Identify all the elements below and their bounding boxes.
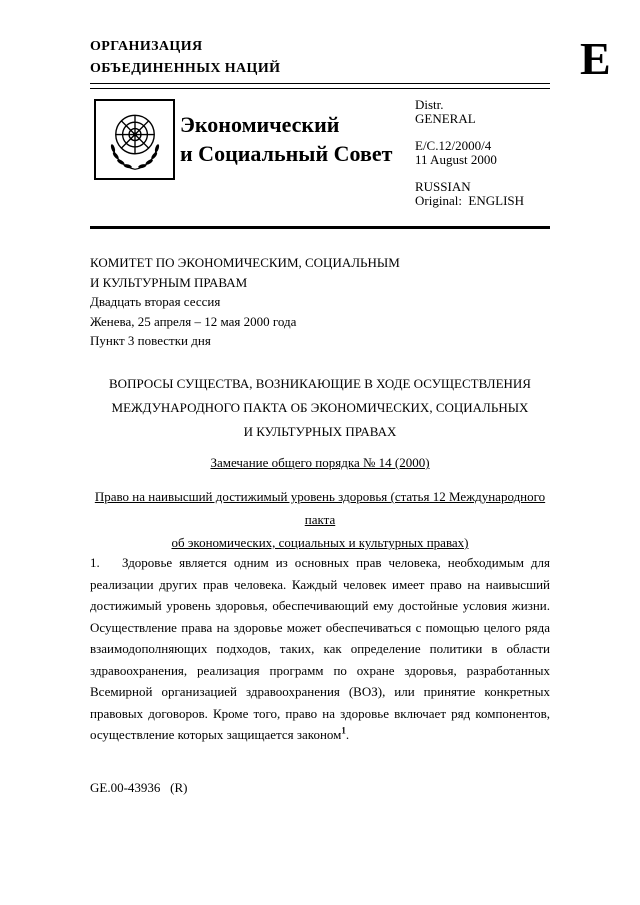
header-divider-2 bbox=[90, 88, 550, 89]
paragraph-number: 1. bbox=[90, 555, 100, 570]
doc-symbol: E/C.12/2000/4 bbox=[415, 138, 492, 153]
document-series-letter: E bbox=[580, 33, 611, 84]
footnote-ref-1: 1 bbox=[341, 725, 346, 736]
session-location: Женева, 25 апреля – 12 мая 2000 года bbox=[90, 313, 297, 329]
document-reference: GE.00-43936 (R) bbox=[90, 780, 188, 795]
header-divider-1 bbox=[90, 83, 550, 84]
council-title-line2: и Социальный Совет bbox=[180, 141, 393, 166]
main-title-line1: ВОПРОСЫ СУЩЕСТВА, ВОЗНИКАЮЩИЕ В ХОДЕ ОСУЩЕСТВЛЕНИЯ bbox=[109, 376, 531, 391]
committee-name-line1: КОМИТЕТ ПО ЭКОНОМИЧЕСКИМ, СОЦИАЛЬНЫМ bbox=[90, 255, 400, 270]
main-title-line2: МЕЖДУНАРОДНОГО ПАКТА ОБ ЭКОНОМИЧЕСКИХ, СОЦИАЛЬНЫХ bbox=[111, 400, 529, 415]
subtitle-line1: Право на наивысший достижимый уровень здоровья (статья 12 Международного пакта bbox=[94, 489, 546, 527]
masthead-divider bbox=[90, 226, 550, 229]
doc-language: RUSSIAN bbox=[415, 179, 471, 194]
paragraph-end-punctuation: . bbox=[345, 727, 350, 742]
un-emblem-box bbox=[94, 99, 175, 180]
paragraph-text: Здоровье является одним из основных прав человека, необходимым для реализации других прав человека. Каждый человек имеет право на наивысший достижимый уровень здоровья, обеспечивающий ему достойные условия жизни. Осуществление права на здоровье может обеспечиваться с помощью целого ряда взаимодополняющих подходов, таких, как определение политики в области здравоохранения, реализация программ по охране здоровья, разработанных Всемирной организацией здравоохранения (ВОЗ), или принятие конкретных правовых договоров. Кроме того, право на здоровье включает ряд компонентов, осуществление которых защищается законом bbox=[90, 555, 550, 742]
org-name-line1: ОРГАНИЗАЦИЯ bbox=[90, 39, 203, 54]
session-number: Двадцать вторая сессия bbox=[90, 294, 221, 309]
council-title-line1: Экономический bbox=[180, 112, 340, 137]
general-comment-heading-text: Замечание общего порядка № 14 (2000) bbox=[210, 455, 430, 470]
org-name-line2: ОБЪЕДИНЕННЫХ НАЦИЙ bbox=[90, 61, 281, 76]
document-subtitle bbox=[90, 485, 550, 554]
distribution-block bbox=[415, 98, 524, 208]
session-block bbox=[90, 253, 400, 351]
subtitle-line2: об экономических, социальных и культурных правах) bbox=[171, 535, 469, 550]
paragraph-1 bbox=[90, 552, 550, 746]
council-title bbox=[180, 110, 392, 168]
main-title bbox=[90, 372, 550, 444]
org-name-block bbox=[90, 36, 280, 80]
doc-date: 11 August 2000 bbox=[415, 152, 497, 167]
distr-value: GENERAL bbox=[415, 111, 476, 126]
original-language: Original: ENGLISH bbox=[415, 193, 525, 208]
main-title-line3: И КУЛЬТУРНЫХ ПРАВАХ bbox=[243, 424, 397, 439]
un-emblem-icon bbox=[102, 107, 168, 173]
committee-name-line2: И КУЛЬТУРНЫМ ПРАВАМ bbox=[90, 274, 248, 290]
general-comment-heading bbox=[90, 455, 550, 471]
agenda-item: Пункт 3 повестки дня bbox=[90, 333, 211, 348]
distr-label: Distr. bbox=[415, 97, 444, 112]
